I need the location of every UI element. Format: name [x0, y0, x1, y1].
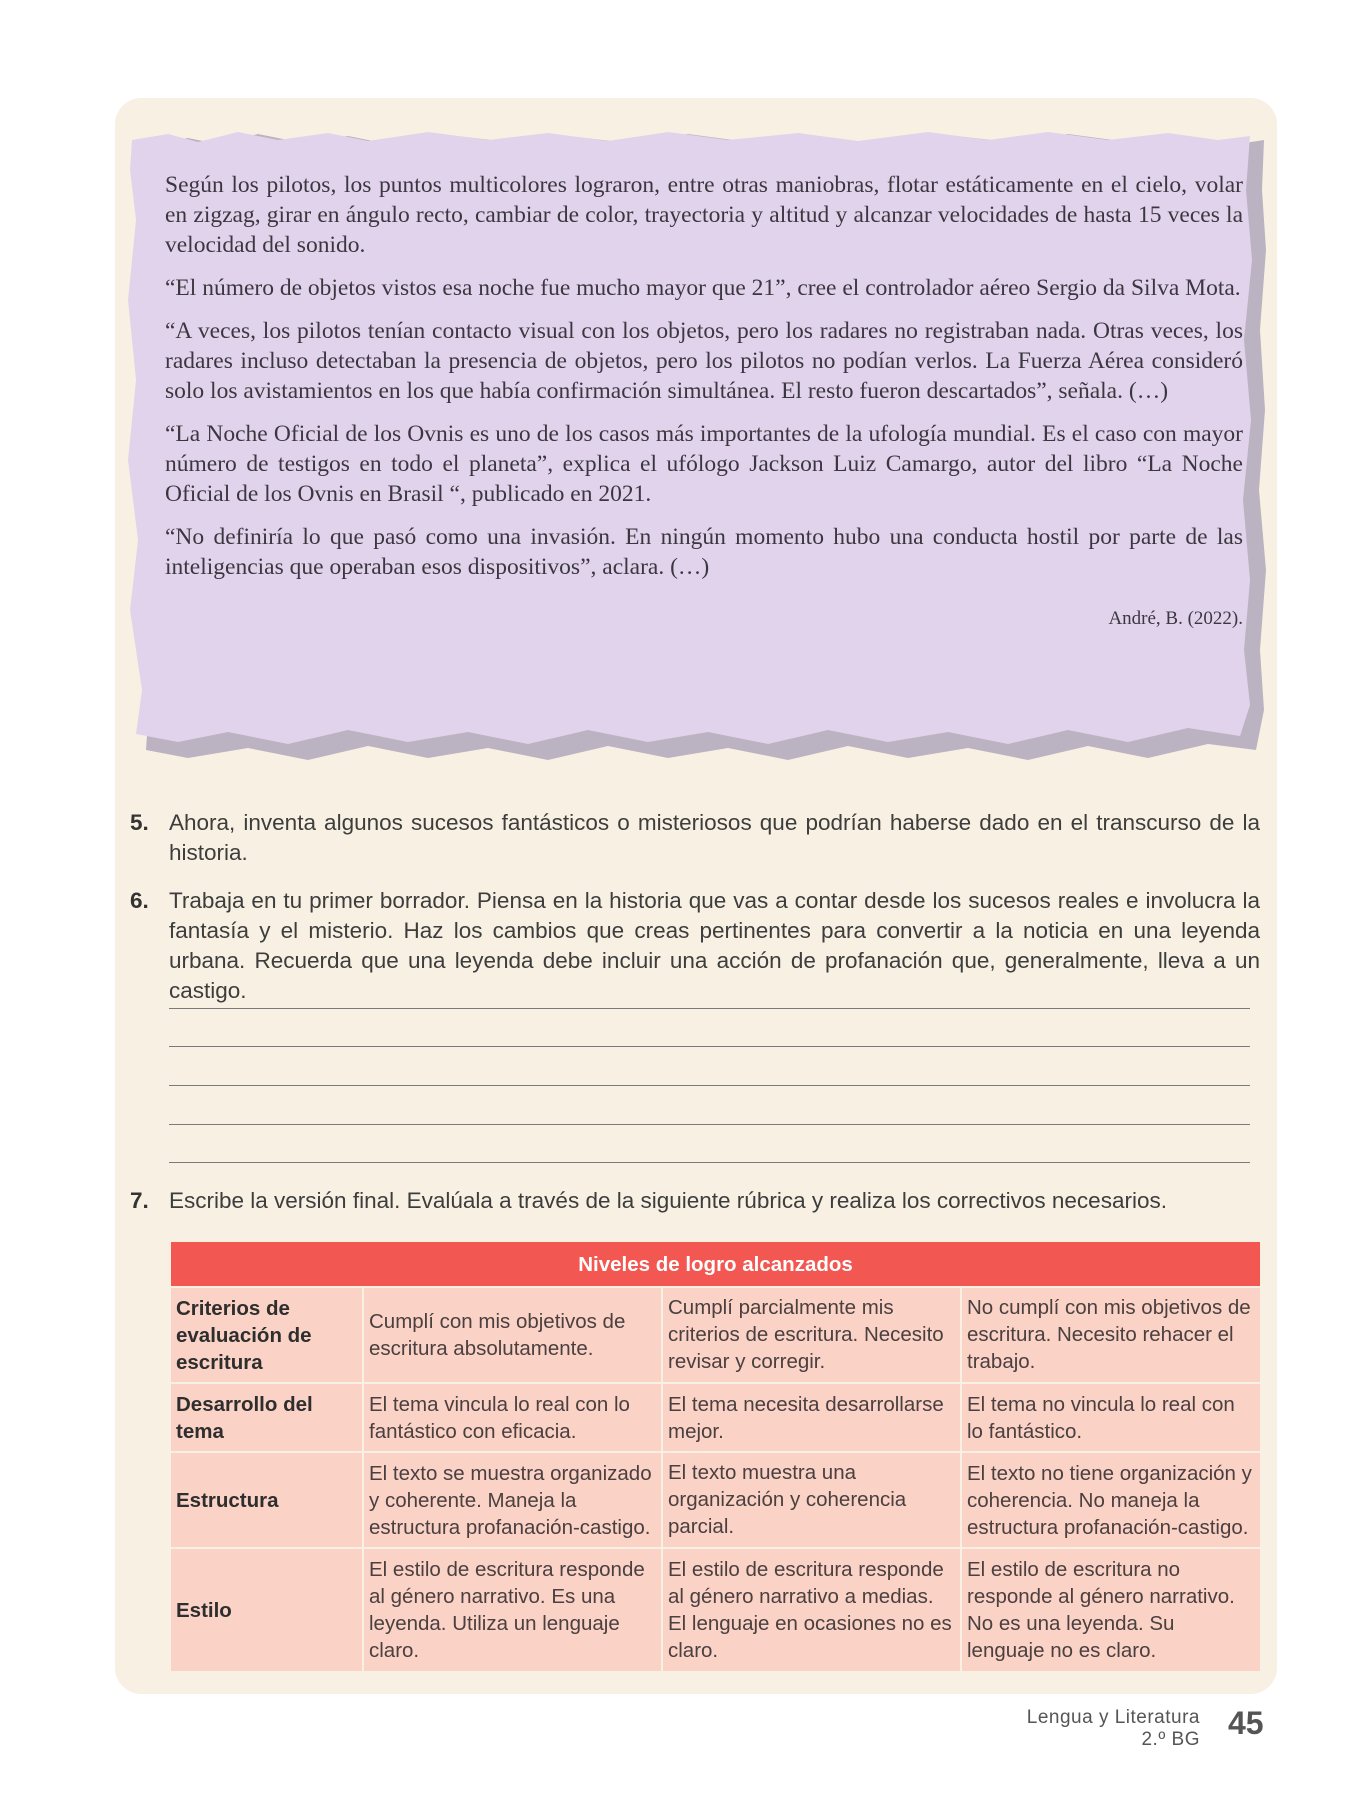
question-number: 7.: [130, 1188, 149, 1213]
reading-excerpt: [165, 170, 1243, 647]
grade-label: 2.º BG: [1141, 1729, 1200, 1750]
question-text: Escribe la versión final. Evalúala a través de la siguiente rúbrica y realiza los correctivos necesarios.: [169, 1188, 1167, 1213]
rubric-row: [170, 1383, 1261, 1452]
rubric-criterion: Desarrollo del tema: [170, 1383, 363, 1452]
rubric-cell: El estilo de escritura no responde al género narrativo. No es una leyenda. Su lenguaje no es claro.: [961, 1548, 1261, 1672]
rubric-cell: El texto se muestra organizado y coherente. Maneja la estructura profanación-castigo.: [363, 1452, 662, 1548]
reading-citation: André, B. (2022).: [1108, 608, 1243, 629]
reading-paragraph: “El número de objetos vistos esa noche fue mucho mayor que 21”, cree el controlador aéreo Sergio da Silva Mota.: [165, 275, 1241, 301]
rubric-cell: El tema necesita desarrollarse mejor.: [662, 1383, 961, 1452]
question-5: [130, 808, 1260, 868]
question-7: [130, 1186, 1260, 1216]
rubric-header-row: [170, 1241, 1261, 1287]
rubric-criterion: Estilo: [170, 1548, 363, 1672]
rubric-row: [170, 1548, 1261, 1672]
subject-name: Lengua y Literatura: [1026, 1707, 1200, 1728]
rubric-cell: El texto muestra una organización y coherencia parcial.: [662, 1452, 961, 1548]
answer-line[interactable]: [169, 1008, 1250, 1009]
reading-paragraph: “No definiría lo que pasó como una invasión. En ningún momento hubo una conducta hostil por parte de las inteligencias que operaban esos dispositivos”, aclara. (…): [165, 524, 1243, 580]
rubric-cell: El estilo de escritura responde al género narrativo a medias. El lenguaje en ocasiones no es claro.: [662, 1548, 961, 1672]
question-text: Trabaja en tu primer borrador. Piensa en la historia que vas a contar desde los sucesos reales e involucra la fantasía y el misterio. Haz los cambios que creas pertinentes para convertir a la noticia en una leyenda urbana. Recuerda que una leyenda debe incluir una acción de profanación que, generalmente, lleva a un castigo.: [169, 888, 1260, 1003]
footer-subject: [1027, 1707, 1200, 1751]
rubric-cell: El tema no vincula lo real con lo fantástico.: [961, 1383, 1261, 1452]
reading-paragraph: “A veces, los pilotos tenían contacto visual con los objetos, pero los radares no registraban nada. Otras veces, los radares incluso detectaban la presencia de objetos, pero los pilotos no podían verlos. La Fuerza Aérea consideró solo los avistamientos en los que había confirmación simultánea. El resto fueron descartados”, señala. (…): [165, 318, 1243, 404]
question-text: Ahora, inventa algunos sucesos fantásticos o misteriosos que podrían haberse dado en el transcurso de la historia.: [169, 810, 1260, 865]
rubric-cell: El tema vincula lo real con lo fantástico con eficacia.: [363, 1383, 662, 1452]
rubric-row: [170, 1452, 1261, 1548]
rubric-cell: El estilo de escritura responde al género narrativo. Es una leyenda. Utiliza un lenguaje claro.: [363, 1548, 662, 1672]
answer-line[interactable]: [169, 1162, 1250, 1163]
reading-paragraph: “La Noche Oficial de los Ovnis es uno de los casos más importantes de la ufología mundial. Es el caso con mayor número de testigos en todo el planeta”, explica el ufólogo Jackson Luiz Camargo, autor del libro “La Noche Oficial de los Ovnis en Brasil “, publicado en 2021.: [165, 421, 1243, 507]
rubric-table: [169, 1240, 1262, 1673]
question-6: [130, 886, 1260, 1006]
rubric-header: Niveles de logro alcanzados: [170, 1241, 1261, 1287]
answer-line[interactable]: [169, 1124, 1250, 1125]
rubric-cell: Cumplí parcialmente mis criterios de escritura. Necesito revisar y corregir.: [662, 1287, 961, 1383]
reading-paragraph: Según los pilotos, los puntos multicolores lograron, entre otras maniobras, flotar estáticamente en el cielo, volar en zigzag, girar en ángulo recto, cambiar de color, trayectoria y altitud y alcanzar velocidades de hasta 15 veces la velocidad del sonido.: [165, 172, 1243, 258]
question-number: 6.: [130, 888, 149, 913]
rubric-cell: Cumplí con mis objetivos de escritura absolutamente.: [363, 1287, 662, 1383]
rubric-row: [170, 1287, 1261, 1383]
rubric-criterion: Estructura: [170, 1452, 363, 1548]
answer-line[interactable]: [169, 1046, 1250, 1047]
rubric-cell: No cumplí con mis objetivos de escritura. Necesito rehacer el trabajo.: [961, 1287, 1261, 1383]
answer-line[interactable]: [169, 1085, 1250, 1086]
page-number: 45: [1228, 1705, 1264, 1741]
question-number: 5.: [130, 810, 149, 835]
rubric-criterion: Criterios de evaluación de escritura: [170, 1287, 363, 1383]
rubric-cell: El texto no tiene organización y coherencia. No maneja la estructura profanación-castigo.: [961, 1452, 1261, 1548]
